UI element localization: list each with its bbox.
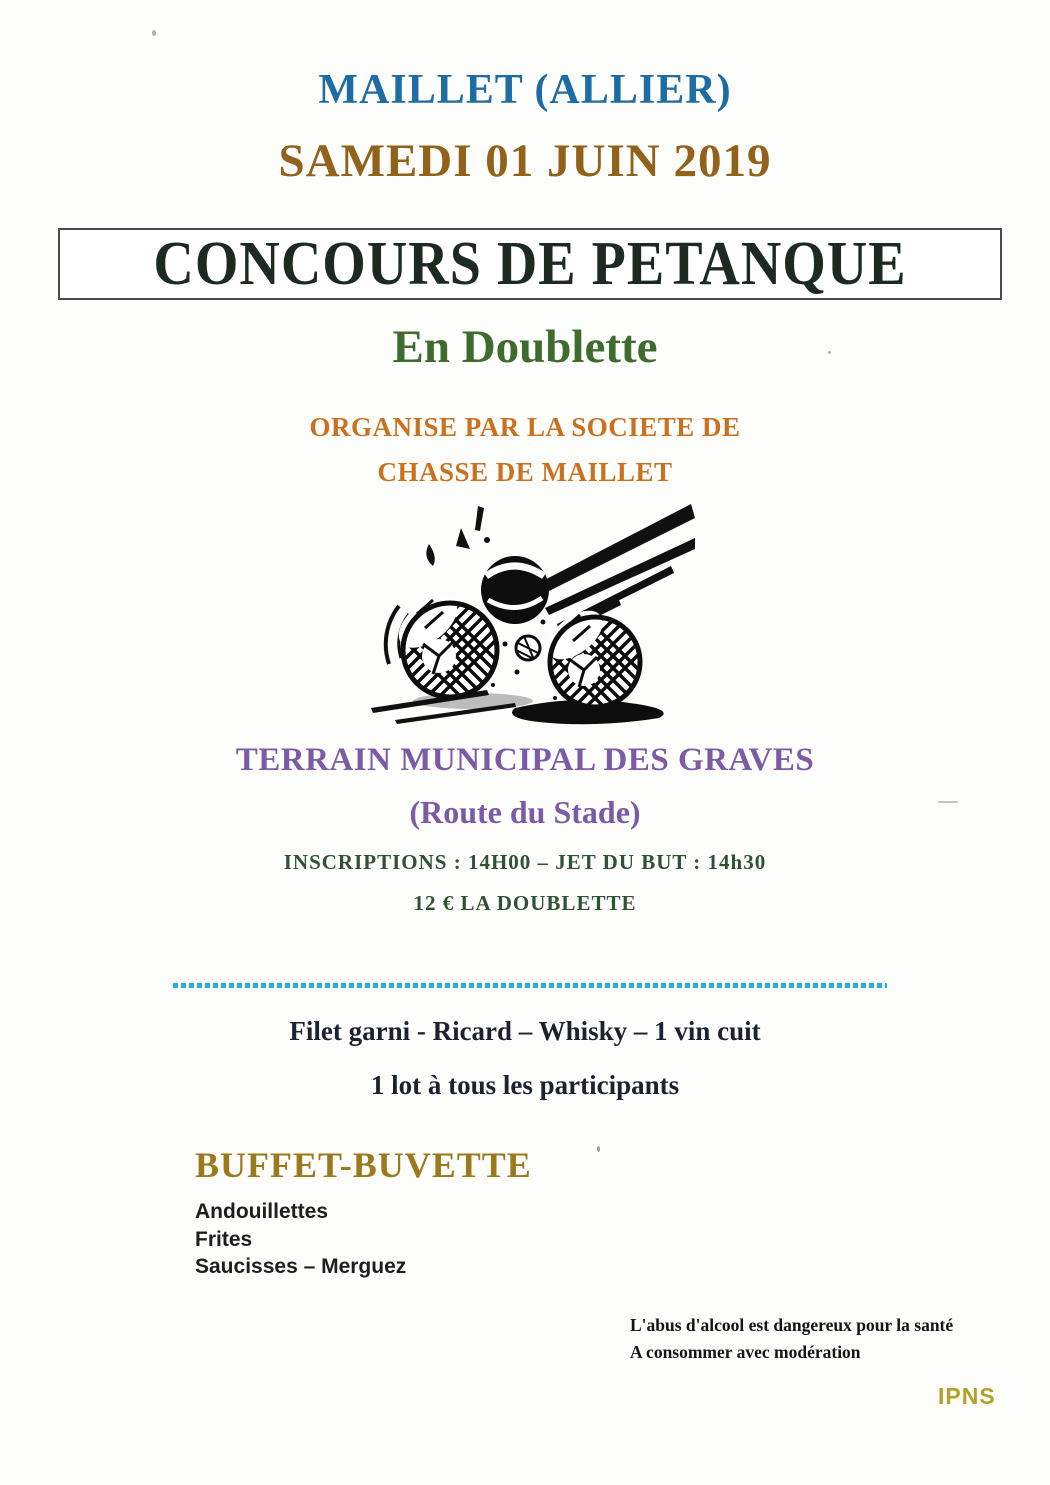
date-heading: SAMEDI 01 JUIN 2019 xyxy=(278,135,772,187)
scan-speck xyxy=(938,801,958,803)
subtitle: En Doublette xyxy=(392,321,658,373)
divider-dashed-line xyxy=(173,983,887,988)
petanque-balls-image xyxy=(365,502,695,732)
scan-speck xyxy=(597,1146,600,1152)
title-box xyxy=(58,228,1002,300)
ipns-label: IPNS xyxy=(938,1383,996,1409)
buffet-item: Saucisses – Merguez xyxy=(195,1255,407,1278)
legal-notice xyxy=(630,1312,953,1366)
legal-line2: A consommer avec modération xyxy=(630,1342,861,1362)
buffet-item: Andouillettes xyxy=(195,1200,329,1223)
buffet-title: BUFFET-BUVETTE xyxy=(195,1145,532,1185)
schedule-line: INSCRIPTIONS : 14H00 – JET DU BUT : 14h30 xyxy=(283,850,767,874)
legal-line1: L'abus d'alcool est dangereux pour la santé xyxy=(630,1315,954,1335)
organizer-line2: CHASSE DE MAILLET xyxy=(377,457,673,487)
price-line: 12 € LA DOUBLETTE xyxy=(413,891,637,915)
prizes-line2: 1 lot à tous les participants xyxy=(370,1070,680,1100)
prizes-line1: Filet garni - Ricard – Whisky – 1 vin cuit xyxy=(289,1016,761,1046)
scan-speck xyxy=(828,351,831,354)
buffet-list xyxy=(195,1198,406,1281)
location-heading: MAILLET (ALLIER) xyxy=(318,67,732,113)
venue-name: TERRAIN MUNICIPAL DES GRAVES xyxy=(235,742,815,778)
buffet-item: Frites xyxy=(195,1227,253,1251)
organizer-line1: ORGANISE PAR LA SOCIETE DE xyxy=(309,412,741,442)
page-title: CONCOURS DE PETANQUE xyxy=(153,229,907,299)
scan-speck xyxy=(152,30,156,36)
venue-detail: (Route du Stade) xyxy=(409,794,641,830)
